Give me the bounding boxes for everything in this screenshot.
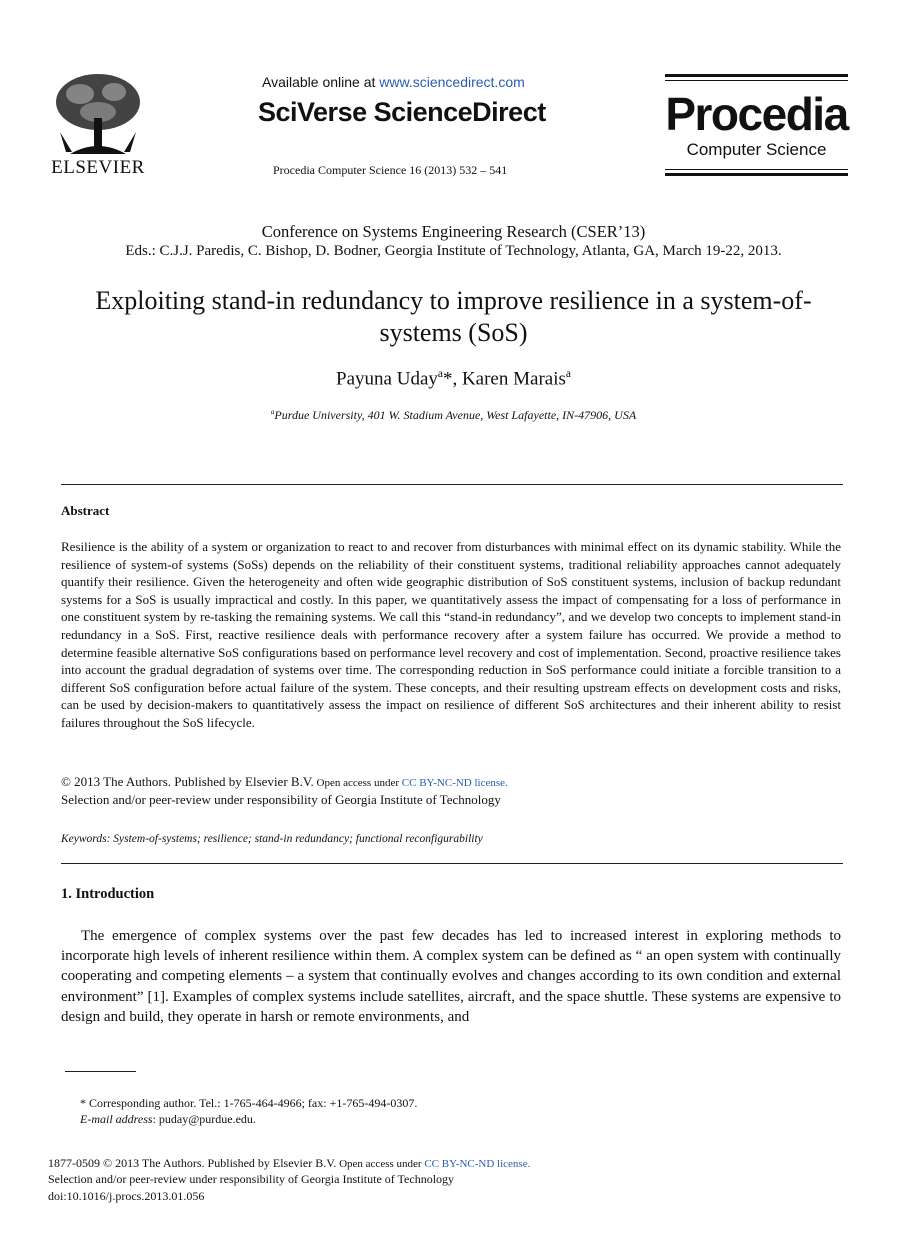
abstract-heading: Abstract	[61, 503, 110, 518]
conference-editors: Eds.: C.J.J. Paredis, C. Bishop, D. Bodner, Georgia Institute of Technology, Atlanta, GA, March 19-22, 2013.	[125, 243, 782, 259]
corresponding-footnote: * Corresponding author. Tel.: 1-765-464-4966; fax: +1-765-494-0307.	[80, 1096, 418, 1110]
peer-review-footer: Selection and/or peer-review under responsibility of Georgia Institute of Technology	[48, 1172, 455, 1186]
author-list: Payuna Uday$^a$*, Karen Marais$^a$	[336, 368, 571, 390]
sciencedirect-link[interactable]: www.sciencedirect.com	[379, 74, 525, 90]
keywords: Keywords: System-of-systems; resilience; stand-in redundancy; functional reconfigurability	[61, 833, 483, 845]
license-link[interactable]: CC BY-NC-ND license.	[401, 777, 508, 789]
issn-copyright: 1877-0509 © 2013 The Authors. Published by Elsevier B.V. Open access under CC BY-NC-ND license.	[48, 1156, 531, 1170]
procedia-logo	[665, 74, 848, 176]
corresponding-mark: *	[442, 368, 453, 390]
intro-paragraph: The emergence of complex systems over the past few decades has led to increased interest in exploring methods to incorporate high levels of inherent resilience within them. A complex system can be defined as “ an open system with continually cooperating and competing elements – a system that continually evolves and changes according to its own condition and external environment” [1]. Examples of complex systems include satellites, aircraft, and the space shuttle. These systems are expensive to design and build, they operate in harsh or remote environments, and	[61, 928, 841, 1025]
author-2-affil: a	[565, 368, 571, 380]
available-online	[262, 74, 525, 90]
author-1: Payuna Uday	[336, 368, 438, 390]
available-prefix: Available online at	[262, 74, 380, 90]
author-2: Karen Marais	[461, 368, 566, 390]
footnote-rule	[65, 1071, 136, 1072]
abstract-bottom-rule	[61, 863, 843, 864]
conference-name: Conference on Systems Engineering Research (CSER’13)	[261, 222, 646, 241]
abstract-text: Resilience is the ability of a system or organization to react to and recover from disturbances with minimal effect on its dynamic stability. While the resilience of system-of systems (SoSs) depends on the reliability of their constituent systems, traditional reliability approaches cannot adequately quantify their resilience. Given the heterogeneity and often wide geographic distribution of SoS constituent systems, inclusion of backup redundant systems for a SoS is usually impractical and costly. In this paper, we quantitatively assess the impact of compensating for a loss of performance in one constituent system by re-tasking the remaining systems. We call this “stand-in redundancy”, and we develop two concepts to implement stand-in redundancy in a SoS. First, reactive resilience deals with performance recovery after a system failure has occurred. We provide a method to determine feasible alternative SoS configurations based on performance level recovery and cost of implementation. Second, proactive resilience takes into account the gradual degradation of systems over time. The corresponding reduction in SoS performance could initiate a forcible transition to a different SoS configuration before actual failure of the system. These concepts, and their resulting upstream effects on development costs and risks, can be used by decision-makers to quantitatively assess the impact on resilience of different SoS architectures and their inherent ability to resist failures throughout the SoS lifecycle.	[61, 539, 841, 730]
paper-title: Exploiting stand-in redundancy to improve resilience in a system-of-systems (SoS)	[95, 286, 812, 347]
author-1-affil: a	[437, 368, 443, 380]
license-link[interactable]: CC BY-NC-ND license.	[424, 1158, 531, 1170]
affiliation: $^a$Purdue University, 401 W. Stadium Avenue, West Lafayette, IN-47906, USA	[270, 408, 637, 422]
peer-review-line: Selection and/or peer-review under responsibility of Georgia Institute of Technology	[61, 792, 501, 807]
email-address[interactable]: puday@purdue.edu.	[158, 1112, 256, 1126]
procedia-subtitle: Computer Science	[686, 140, 827, 159]
abstract-top-rule	[61, 484, 843, 485]
copyright-line: © 2013 The Authors. Published by Elsevier B.V. Open access under CC BY-NC-ND license.	[61, 774, 508, 789]
doi[interactable]: doi:10.1016/j.procs.2013.01.056	[48, 1189, 205, 1203]
journal-reference: Procedia Computer Science 16 (2013) 532 – 541	[273, 163, 508, 177]
section-heading: 1. Introduction	[61, 886, 155, 902]
elsevier-wordmark: ELSEVIER	[51, 157, 145, 178]
email-footnote: E-mail address: puday@purdue.edu.	[80, 1112, 256, 1126]
procedia-title: Procedia	[665, 88, 848, 140]
sciverse-logo: SciVerse ScienceDirect	[258, 97, 546, 127]
